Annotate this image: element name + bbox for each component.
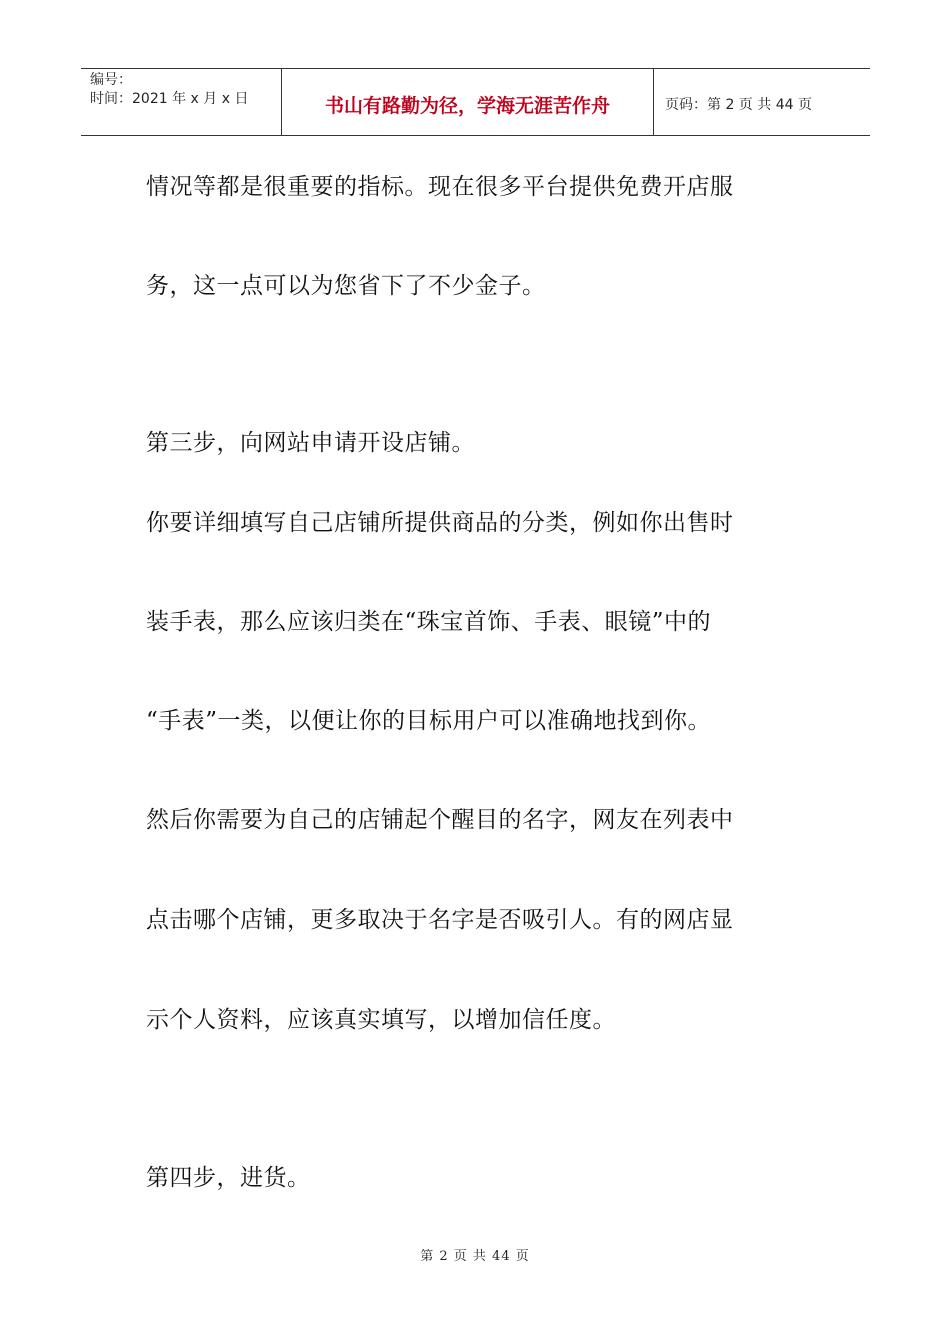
page-header [81, 68, 870, 136]
header-motto: 书山有路勤为径，学海无涯苦作舟 [282, 69, 654, 135]
body-line-2: 务，这一点可以为您省下了不少金子。 [146, 273, 546, 299]
body-line-9: 示个人资料，应该真实填写，以增加信任度。 [146, 1007, 616, 1033]
body-line-5: 装手表，那么应该归类在“珠宝首饰、手表、眼镜”中的 [146, 609, 712, 635]
body-line-1: 情况等都是很重要的指标。现在很多平台提供免费开店服 [146, 174, 734, 200]
header-time-label: 时间：2021 年 x 月 x 日 [90, 91, 249, 107]
body-line-3: 第三步，向网站申请开设店铺。 [146, 430, 475, 456]
body-line-10: 第四步，进货。 [146, 1165, 311, 1191]
page-footer: 第 2 页 共 44 页 [420, 1249, 530, 1264]
body-line-7: 然后你需要为自己的店铺起个醒目的名字，网友在列表中 [146, 807, 734, 833]
header-meta-cell [81, 69, 282, 135]
body-line-4: 你要详细填写自己店铺所提供商品的分类，例如你出售时 [146, 510, 734, 536]
body-line-6: “手表”一类，以便让你的目标用户可以准确地找到你。 [146, 708, 712, 734]
header-page-info: 页码：第 2 页 共 44 页 [665, 97, 812, 113]
header-number-label: 编号： [90, 72, 132, 88]
body-line-8: 点击哪个店铺，更多取决于名字是否吸引人。有的网店显 [146, 907, 734, 933]
